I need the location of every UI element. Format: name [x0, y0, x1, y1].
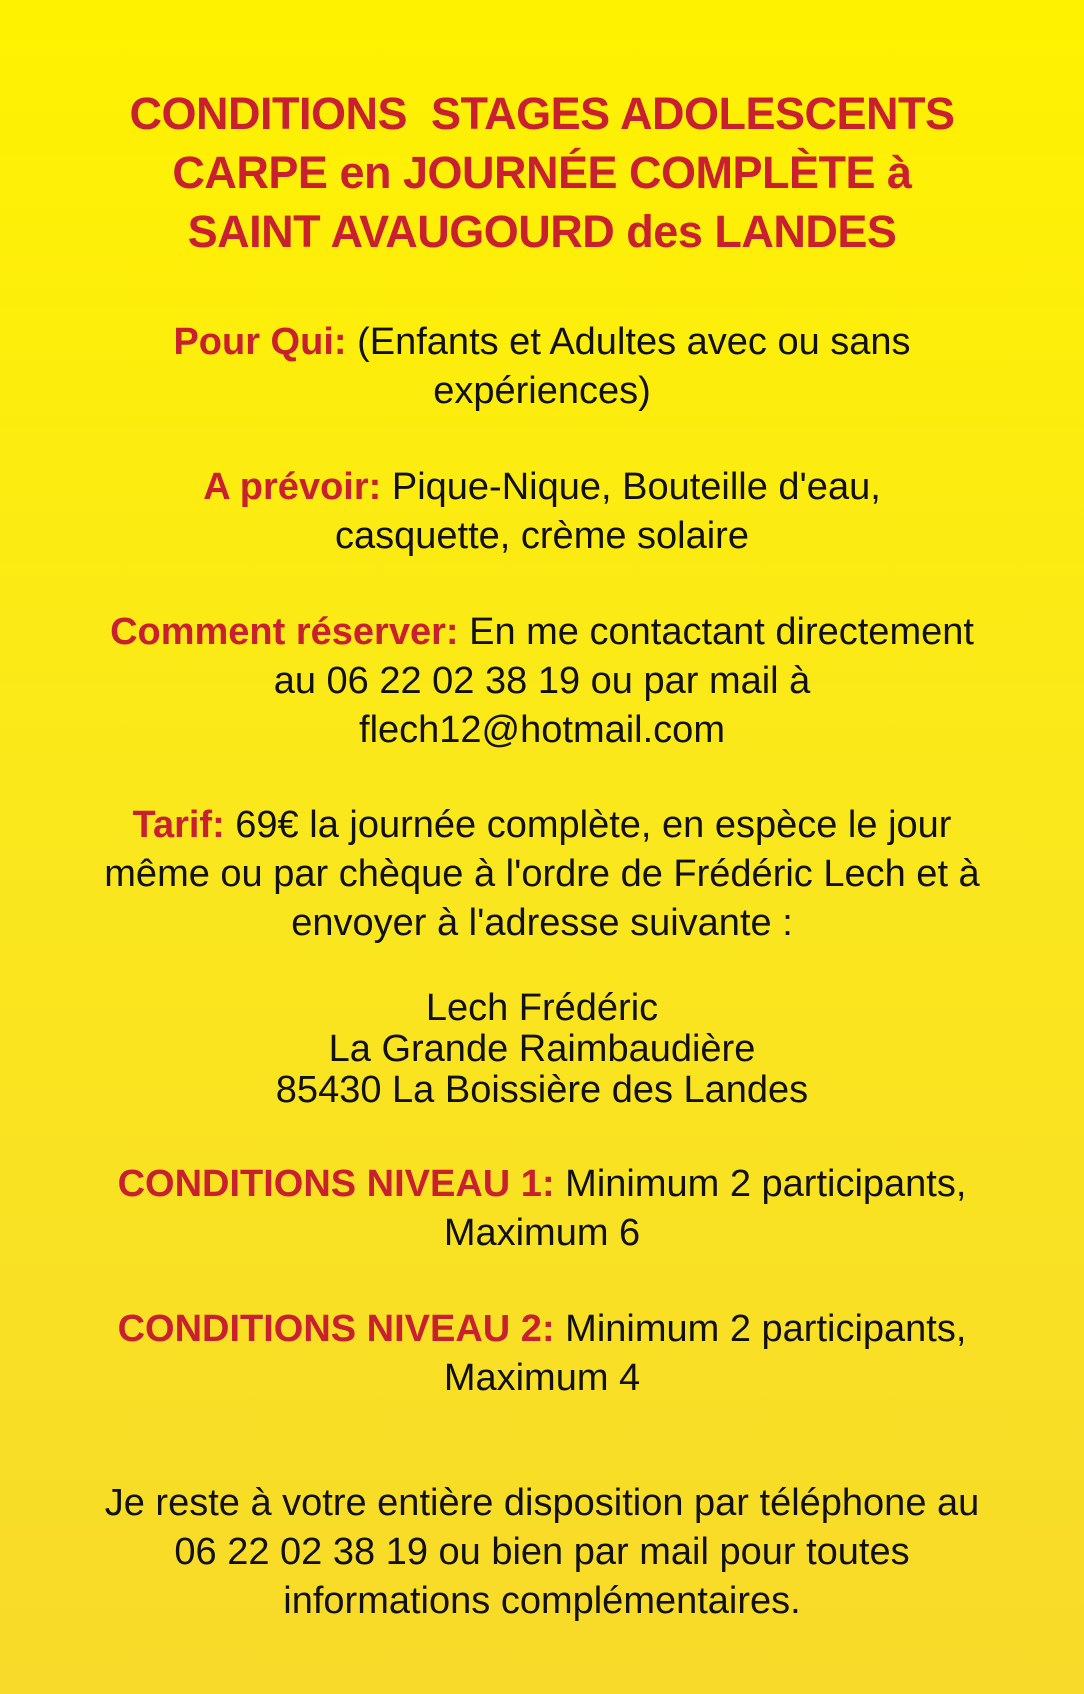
tarif-label: Tarif:: [132, 804, 225, 846]
a-prevoir-text: Pique-Nique, Bouteille d'eau,: [381, 466, 881, 508]
title-line-2: CARPE en JOURNÉE COMPLÈTE à: [172, 147, 912, 198]
section-a-prevoir: [30, 463, 1054, 561]
niveau-1-text: Minimum 2 participants,: [554, 1163, 967, 1205]
page-title: [0, 84, 1084, 261]
reserver-phone-text: au 06 22 02 38 19 ou par mail à: [273, 660, 811, 702]
pour-qui-text-2: expériences): [433, 370, 651, 412]
footer-line-2: 06 22 02 38 19 ou bien par mail pour toutes: [174, 1531, 910, 1573]
tarif-text-3: envoyer à l'adresse suivante :: [291, 902, 793, 944]
title-line-3: SAINT AVAUGOURD des LANDES: [187, 206, 897, 257]
reserver-label: Comment réserver:: [110, 611, 459, 653]
niveau-2-label: CONDITIONS NIVEAU 2:: [117, 1308, 555, 1350]
section-tarif: [30, 801, 1054, 948]
tarif-text: 69€ la journée complète, en espèce le jour: [224, 804, 952, 846]
tarif-text-2: même ou par chèque à l'ordre de Frédéric Lech et à: [104, 853, 980, 895]
pour-qui-label: Pour Qui:: [173, 321, 347, 363]
footer-line-3: informations complémentaires.: [283, 1580, 801, 1622]
section-pour-qui: [30, 318, 1054, 416]
address-street: La Grande Raimbaudière: [328, 1028, 756, 1070]
section-niveau-2: [30, 1305, 1054, 1403]
section-reserver: [30, 608, 1054, 755]
pour-qui-text: (Enfants et Adultes avec ou sans: [346, 321, 911, 363]
section-niveau-1: [30, 1160, 1054, 1258]
a-prevoir-text-2: casquette, crème solaire: [335, 515, 749, 557]
niveau-1-label: CONDITIONS NIVEAU 1:: [117, 1163, 555, 1205]
footer-contact: [30, 1479, 1054, 1626]
niveau-2-max: Maximum 4: [443, 1357, 641, 1399]
footer-line-1: Je reste à votre entière disposition par téléphone au: [104, 1482, 980, 1524]
postal-address: [30, 988, 1054, 1111]
address-name: Lech Frédéric: [425, 987, 659, 1029]
reserver-email: flech12@hotmail.com: [359, 709, 725, 751]
niveau-1-max: Maximum 6: [443, 1212, 641, 1254]
title-line-1: CONDITIONS STAGES ADOLESCENTS: [129, 88, 955, 139]
reserver-text: En me contactant directement: [458, 611, 974, 653]
a-prevoir-label: A prévoir:: [203, 466, 382, 508]
niveau-2-text: Minimum 2 participants,: [554, 1308, 967, 1350]
address-city: 85430 La Boissière des Landes: [275, 1069, 809, 1111]
